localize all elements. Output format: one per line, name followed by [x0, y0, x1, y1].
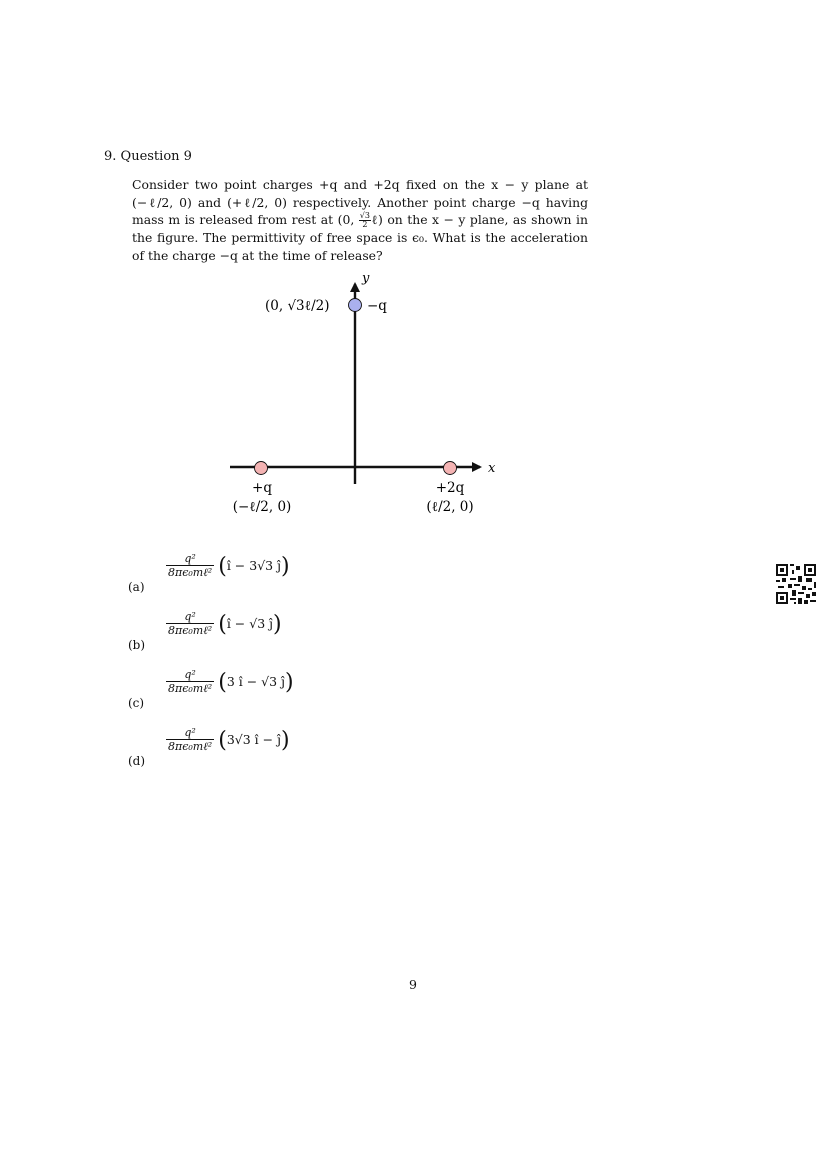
option-fraction: [166, 552, 214, 580]
question-text-part2: q and +2q fixed on the x − y plane at (−ℓ/2, 0) and (+ℓ/2, 0) respectively. Another point charge −q having mass m is released from rest at (0,: [132, 177, 588, 228]
left-charge-label: +q: [252, 480, 272, 496]
inline-fraction-denominator: 2: [362, 220, 368, 230]
inline-fraction: [359, 212, 371, 229]
fraction-denominator: 8πϵ₀mℓ²: [168, 566, 213, 579]
option-label: (c): [128, 696, 145, 710]
option-expression: [166, 610, 282, 638]
fraction-numerator: q²: [166, 552, 214, 566]
option-fraction: [166, 668, 214, 696]
fraction-numerator: q²: [166, 726, 214, 740]
top-charge-label: −q: [367, 298, 387, 314]
positive-charge-right: [444, 462, 457, 475]
option-label: (a): [128, 580, 145, 594]
question-heading: 9. Question 9: [104, 149, 192, 164]
fraction-numerator: q²: [166, 610, 214, 624]
option-expression: [166, 552, 290, 580]
y-axis-label: y: [362, 271, 370, 286]
option-vector: (î − 3√3 ĵ): [218, 553, 290, 579]
option-fraction: [166, 726, 214, 754]
fraction-numerator: q²: [166, 668, 214, 682]
option-fraction: [166, 610, 214, 638]
question-text-part1: Consider two point charges +: [132, 177, 330, 192]
option-vector: (î − √3 ĵ): [218, 611, 282, 637]
option-vector: (3 î − √3 ĵ): [218, 669, 294, 695]
left-charge-coordinate: (−ℓ/2, 0): [232, 499, 292, 515]
right-charge-coordinate: (ℓ/2, 0): [426, 499, 474, 515]
option-label: (d): [128, 754, 146, 768]
negative-charge-top: [349, 299, 362, 312]
vector-text: î − √3 ĵ: [226, 615, 274, 631]
fraction-denominator: 8πϵ₀mℓ²: [168, 624, 213, 637]
page-number: 9: [409, 977, 417, 992]
right-charge-label: +2q: [435, 480, 465, 496]
fraction-denominator: 8πϵ₀mℓ²: [168, 682, 213, 695]
option-vector: (3√3 î − ĵ): [218, 727, 290, 753]
positive-charge-left: [255, 462, 268, 475]
inline-fraction-numerator: √3: [359, 211, 370, 221]
option-expression: [166, 726, 290, 754]
vector-text: î − 3√3 ĵ: [226, 557, 281, 573]
vector-text: 3 î − √3 ĵ: [226, 673, 285, 689]
x-axis-label: x: [488, 461, 496, 476]
option-expression: [166, 668, 294, 696]
option-label: (b): [128, 638, 146, 652]
question-text: [132, 176, 588, 264]
fraction-denominator: 8πϵ₀mℓ²: [168, 740, 213, 753]
question-text-part3: ℓ) on the x − y plane, as shown in the figure. The permittivity of free space is ϵ₀. What is the acceleration of the charge −q at the time of release?: [132, 212, 588, 263]
top-charge-coordinate: (0, √3ℓ/2): [265, 298, 330, 314]
vector-text: 3√3 î − ĵ: [226, 731, 281, 747]
qr-code: [776, 564, 816, 604]
charge-figure: [180, 262, 520, 522]
